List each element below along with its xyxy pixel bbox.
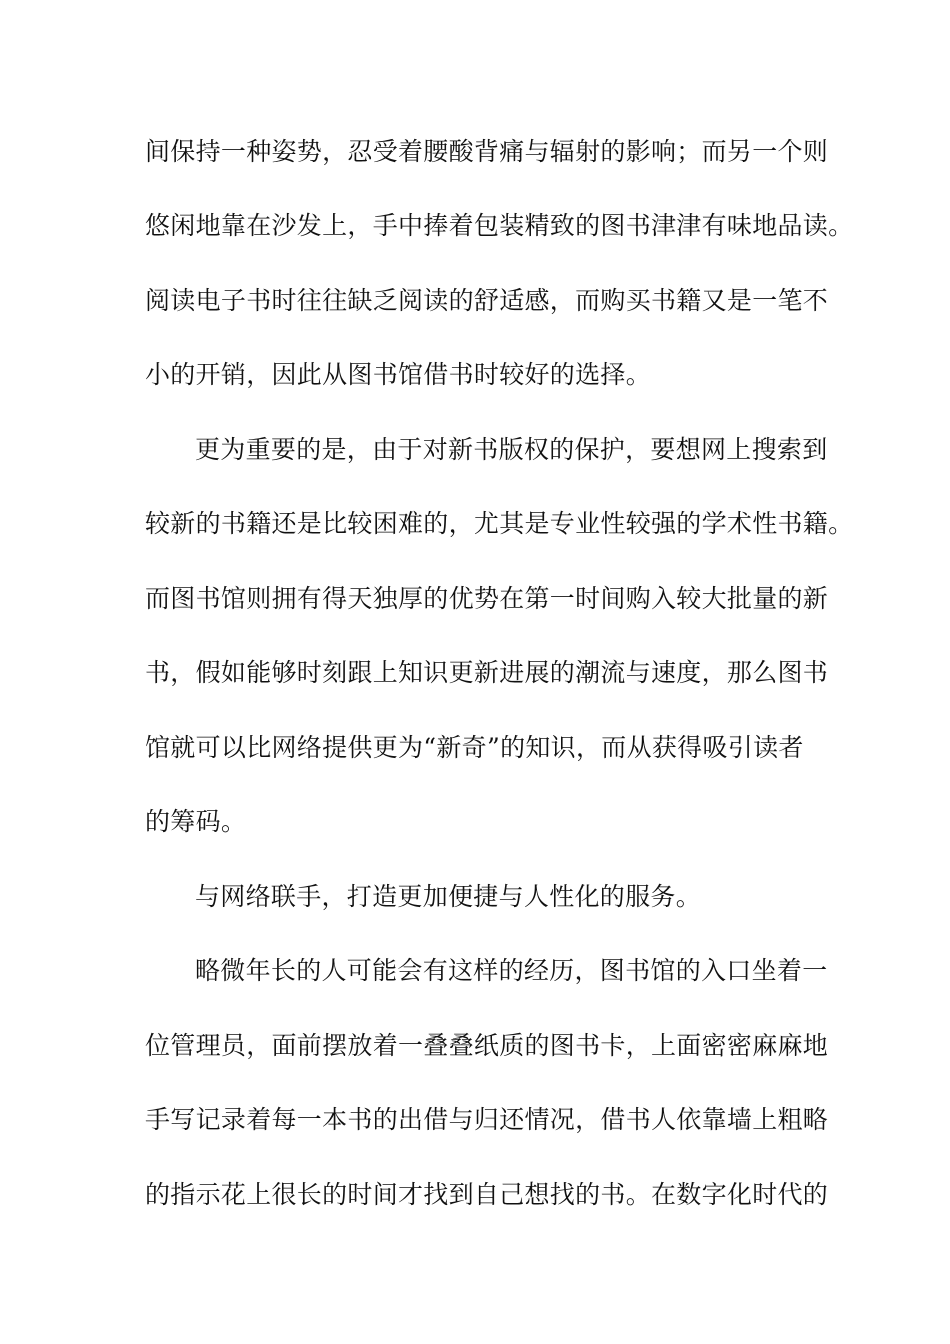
text-line: 阅读电子书时往往缺乏阅读的舒适感，而购买书籍又是一笔不: [145, 286, 829, 315]
text-line: 的筹码。: [145, 807, 247, 836]
paragraph-first-line: 更为重要的是，由于对新书版权的保护，要想网上搜索到: [195, 435, 828, 464]
text-line: 而图书馆则拥有得天独厚的优势在第一时间购入较大批量的新: [145, 584, 829, 613]
text-line: 悠闲地靠在沙发上，手中捧着包装精致的图书津津有味地品读。: [145, 211, 854, 240]
paragraph-first-line: 略微年长的人可能会有这样的经历，图书馆的入口坐着一: [195, 956, 828, 985]
text-line: 位管理员，面前摆放着一叠叠纸质的图书卡，上面密密麻麻地: [145, 1031, 829, 1060]
text-line: 手写记录着每一本书的出借与归还情况，借书人依靠墙上粗略: [145, 1105, 829, 1134]
text-line: 书，假如能够时刻跟上知识更新进展的潮流与速度，那么图书: [145, 658, 829, 687]
text-line: 间保持一种姿势，忍受着腰酸背痛与辐射的影响；而另一个则: [145, 137, 829, 166]
section-heading-line: 与网络联手，打造更加便捷与人性化的服务。: [195, 882, 702, 911]
text-line: 的指示花上很长的时间才找到自己想找的书。在数字化时代的: [145, 1180, 829, 1209]
text-line: 小的开销，因此从图书馆借书时较好的选择。: [145, 360, 652, 389]
text-line: 馆就可以比网络提供更为“新奇”的知识，而从获得吸引读者: [145, 733, 804, 762]
text-line: 较新的书籍还是比较困难的，尤其是专业性较强的学术性书籍。: [145, 509, 854, 538]
